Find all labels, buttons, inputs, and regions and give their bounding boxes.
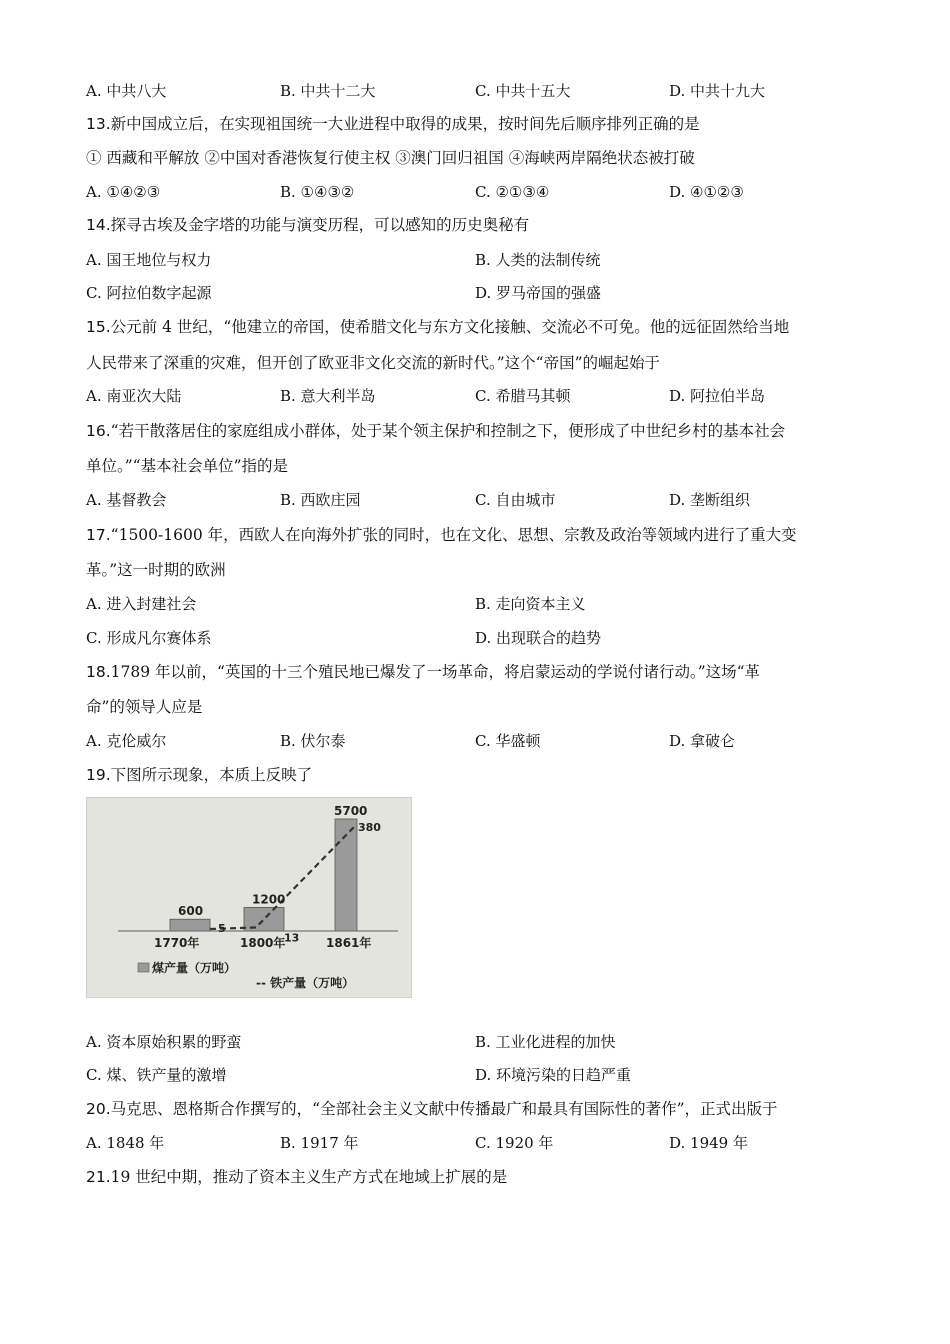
- iron-point-label-1861年: 380: [358, 821, 381, 834]
- q17-option-c: C. 形成凡尔赛体系: [86, 629, 212, 647]
- q21-stem: [86, 1167, 507, 1187]
- q15-text-2: 人民带来了深重的灾难，但开创了欧亚非文化交流的新时代。”这个“帝国”的崛起始于: [86, 354, 661, 372]
- q15-option-b: B. 意大利半岛: [280, 387, 376, 405]
- q16-stem: [86, 421, 785, 441]
- q13-number: 13.: [86, 115, 111, 133]
- q17-option-a: A. 进入封建社会: [86, 595, 197, 613]
- q16-option-d: D. 垄断组织: [669, 491, 751, 509]
- q20-stem: [86, 1099, 778, 1119]
- q16-option-c: C. 自由城市: [475, 491, 556, 509]
- coal-bar-label-1800年: 1200: [252, 892, 286, 907]
- q16-option-b: B. 西欧庄园: [280, 491, 361, 509]
- legend-iron-label: -- 铁产量（万吨）: [256, 976, 355, 990]
- q16-number: 16.: [86, 422, 111, 440]
- coal-bar-1770年: [170, 919, 210, 931]
- q14-option-c: C. 阿拉伯数字起源: [86, 284, 212, 302]
- q18-number: 18.: [86, 663, 111, 681]
- q20-number: 20.: [86, 1100, 111, 1118]
- q14-stem: [86, 215, 529, 235]
- q13-option-a: A. ①④②③: [86, 183, 161, 201]
- q20-text: 马克思、恩格斯合作撰写的，“全部社会主义文献中传播最广和最具有国际性的著作”，正式出版于: [110, 1100, 778, 1118]
- q15-option-d: D. 阿拉伯半岛: [669, 387, 766, 405]
- q17-text-1: “1500-1600 年，西欧人在向海外扩张的同时，也在文化、思想、宗教及政治等领域内进行了重大变: [110, 526, 797, 544]
- q14-number: 14.: [86, 216, 111, 234]
- q13-option-d: D. ④①②③: [669, 183, 744, 201]
- legend-coal-swatch: [138, 963, 149, 972]
- q13-items: ① 西藏和平解放 ②中国对香港恢复行使主权 ③澳门回归祖国 ④海峡两岸隔绝状态被打破: [86, 149, 695, 167]
- q15-option-a: A. 南亚次大陆: [86, 387, 182, 405]
- q19-text: 下图所示现象，本质上反映了: [110, 766, 313, 784]
- q16-text-1: “若干散落居住的家庭组成小群体，处于某个领主保护和控制之下，便形成了中世纪乡村的基本社会: [110, 422, 786, 440]
- q17-option-d: D. 出现联合的趋势: [475, 629, 602, 647]
- q13-option-b: B. ①④③②: [280, 183, 355, 201]
- q20-option-a: A. 1848 年: [86, 1134, 165, 1152]
- x-tick-label-1770年: 1770年: [154, 936, 200, 950]
- q16-text-2: 单位。”“基本社会单位”指的是: [86, 457, 289, 475]
- q20-option-b: B. 1917 年: [280, 1134, 359, 1152]
- q15-option-c: C. 希腊马其顿: [475, 387, 571, 405]
- q18-option-c: C. 华盛顿: [475, 732, 541, 750]
- q16-option-a: A. 基督教会: [86, 491, 167, 509]
- q18-option-a: A. 克伦威尔: [86, 732, 167, 750]
- q20-option-c: C. 1920 年: [475, 1134, 554, 1152]
- q13-option-c: C. ②①③④: [475, 183, 550, 201]
- q13-stem: [86, 114, 700, 134]
- q15-number: 15.: [86, 318, 111, 336]
- x-tick-label-1800年: 1800年: [240, 936, 286, 950]
- q19-option-c: C. 煤、铁产量的激增: [86, 1066, 227, 1084]
- coal-iron-chart: [86, 797, 412, 998]
- q12-option-a: A. 中共八大: [86, 82, 167, 100]
- q12-option-c: C. 中共十五大: [475, 82, 571, 100]
- q17-option-b: B. 走向资本主义: [475, 595, 586, 613]
- coal-bar-label-1861年: 5700: [334, 804, 368, 818]
- iron-point-label-1800年: 13: [284, 931, 300, 945]
- q14-text: 探寻古埃及金字塔的功能与演变历程，可以感知的历史奥秘有: [110, 216, 530, 234]
- q14-option-b: B. 人类的法制传统: [475, 251, 601, 269]
- q19-option-b: B. 工业化进程的加快: [475, 1033, 616, 1051]
- x-tick-label-1861年: 1861年: [326, 936, 372, 950]
- q15-text-1: 公元前 4 世纪，“他建立的帝国，使希腊文化与东方文化接触、交流必不可免。他的远征固然给当地: [110, 318, 790, 336]
- q17-stem: [86, 525, 797, 545]
- q18-stem: [86, 662, 760, 682]
- q19-number: 19.: [86, 766, 111, 784]
- q17-number: 17.: [86, 526, 111, 544]
- legend-coal-label: 煤产量（万吨）: [152, 961, 237, 975]
- q18-option-d: D. 拿破仑: [669, 732, 736, 750]
- q21-text: 19 世纪中期，推动了资本主义生产方式在地域上扩展的是: [110, 1168, 508, 1186]
- q19-chart-figure: [86, 797, 412, 998]
- q13-text: 新中国成立后，在实现祖国统一大业进程中取得的成果，按时间先后顺序排列正确的是: [110, 115, 700, 133]
- q20-option-d: D. 1949 年: [669, 1134, 748, 1152]
- q12-option-d: D. 中共十九大: [669, 82, 766, 100]
- q19-option-d: D. 环境污染的日趋严重: [475, 1066, 632, 1084]
- q15-stem: [86, 317, 789, 337]
- q19-stem: [86, 765, 312, 785]
- q14-option-a: A. 国王地位与权力: [86, 251, 212, 269]
- q18-option-b: B. 伏尔泰: [280, 732, 346, 750]
- q17-text-2: 革。”这一时期的欧洲: [86, 561, 226, 579]
- q18-text-2: 命”的领导人应是: [86, 698, 203, 716]
- q19-option-a: A. 资本原始积累的野蛮: [86, 1033, 242, 1051]
- coal-bar-label-1770年: 600: [178, 904, 204, 919]
- q14-option-d: D. 罗马帝国的强盛: [475, 284, 602, 302]
- iron-point-label-1770年: 5: [218, 922, 226, 935]
- q18-text-1: 1789 年以前，“英国的十三个殖民地已爆发了一场革命，将启蒙运动的学说付诸行动。”这场“革: [110, 663, 761, 681]
- q12-option-b: B. 中共十二大: [280, 82, 376, 100]
- q21-number: 21.: [86, 1168, 111, 1186]
